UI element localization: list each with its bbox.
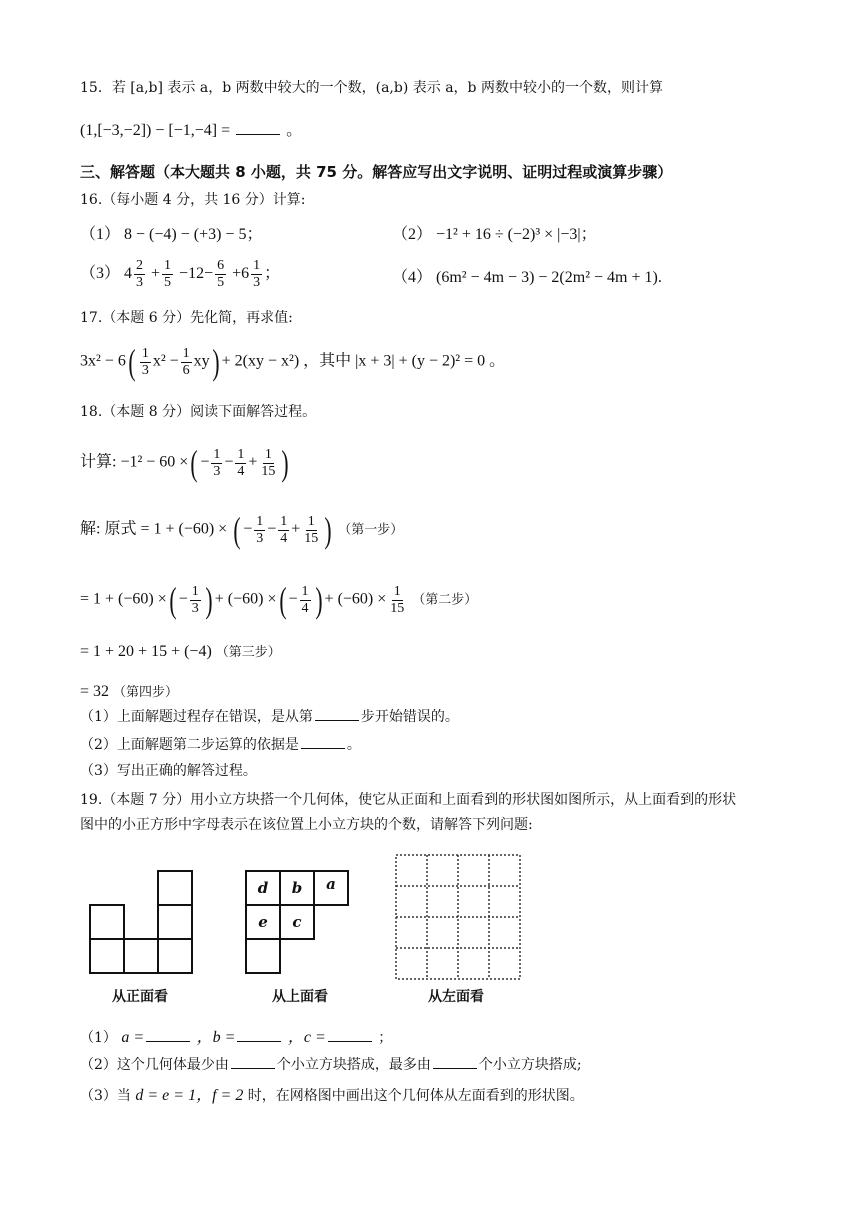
q16-p2-label: （2） xyxy=(392,226,433,243)
q18-step4: （第四步） xyxy=(113,684,179,699)
blank-b[interactable] xyxy=(237,1027,281,1042)
q18-sub1 xyxy=(80,706,459,727)
frac-6-5: $\frac{6}{5}$ xyxy=(217,258,225,290)
caption-front: 从正面看 xyxy=(112,989,168,1005)
q18-step3-expr: = 1 + 20 + 15 + (−4) xyxy=(80,643,212,660)
q19-a2-text-b: 个小立方块搭成，最多由 xyxy=(276,1057,431,1073)
q16-p2-expr: −1² + 16 ÷ (−2)³ × |−3|； xyxy=(436,226,597,243)
q18-solve: 解: 原式 = 1 + (−60) × ( − $\frac{1}{3}$ − $\frac{1}{4}$ + $\frac{1}{15}$ ) （第一步） xyxy=(80,510,404,550)
frac-1-3: $\frac{1}{3}$ xyxy=(253,258,261,290)
q19-a1-a: a = xyxy=(121,1029,145,1046)
blank-min[interactable] xyxy=(231,1054,275,1069)
q18-sub2-blank[interactable] xyxy=(301,734,345,749)
front-view xyxy=(90,871,192,973)
q15-line2 xyxy=(80,120,302,141)
q16-p4-label: （4） xyxy=(392,269,433,286)
q16-part2 xyxy=(392,225,597,245)
q15-end: 。 xyxy=(286,122,303,139)
q16-part4 xyxy=(392,268,662,288)
q18-sub1-text-b: 步开始错误的。 xyxy=(360,709,459,725)
q18-intro: 18.（本题 8 分）阅读下面解答过程。 xyxy=(80,404,317,420)
frac-1-5: $\frac{1}{5}$ xyxy=(164,258,172,290)
blank-max[interactable] xyxy=(433,1054,477,1069)
q15-answer-blank[interactable] xyxy=(236,120,280,135)
top-label-e: e xyxy=(258,913,268,931)
q19-line2: 图中的小正方形中字母表示在该位置上小立方块的个数，请解答下列问题: xyxy=(80,817,533,833)
frac-2-3: $\frac{2}{3}$ xyxy=(136,258,144,290)
q19-a3-text-a: （3）当 xyxy=(80,1088,131,1104)
q17-intro: 17.（本题 6 分）先化简，再求值: xyxy=(80,310,293,326)
q19-answer3 xyxy=(80,1086,584,1106)
q19-a3-text-b: 时，在网格图中画出这个几何体从左面看到的形状图。 xyxy=(247,1088,584,1104)
q16-part1 xyxy=(80,225,262,245)
q19-a3-expr: d = e = 1，f = 2 xyxy=(135,1087,244,1104)
q19-a1-label: （1） xyxy=(80,1030,117,1046)
q15-expression: (1,[−3,−2]) − [−1,−4] = xyxy=(80,122,231,139)
q16-p1-label: （1） xyxy=(80,226,121,243)
q16-p3-label: （3） xyxy=(80,265,121,283)
top-label-b: b xyxy=(291,879,303,897)
q19-a2-text-a: （2）这个几何体最少由 xyxy=(80,1057,229,1073)
q18-step3: （第三步） xyxy=(215,644,281,659)
caption-left: 从左面看 xyxy=(428,989,484,1005)
q16-p4-expr: (6m² − 4m − 3) − 2(2m² − 4m + 1). xyxy=(436,269,662,286)
q19-line1: 19.（本题 7 分）用小立方块搭一个几何体，使它从正面和上面看到的形状图如图所示，从上面看到的形状 xyxy=(80,792,737,808)
q19-answer2 xyxy=(80,1054,582,1075)
q18-step4-line xyxy=(80,682,178,702)
q19-a2-text-c: 个小立方块搭成; xyxy=(478,1057,582,1073)
q16-part3: （3） 4 $\frac{2}{3}$ + $\frac{1}{5}$ −12− $\frac{6}{5}$ +6 $\frac{1}{3}$ ； xyxy=(80,258,281,290)
top-label-d: d xyxy=(257,879,269,897)
q18-sub2 xyxy=(80,734,361,755)
q18-calc-label: 计算: xyxy=(80,453,117,471)
q15-line1: 15．若 [a,b] 表示 a，b 两数中较大的一个数，(a,b) 表示 a，b 两数中较小的一个数，则计算 xyxy=(80,80,663,96)
q19-a1-c: ，c = xyxy=(287,1029,326,1046)
q17-expression: 3x² − 6( $\frac{1}{3}$ x² − $\frac{1}{6}$ xy) + 2(xy − x²) ，其中 |x + 3| + (y − 2)² = 0 。 xyxy=(80,342,506,382)
q18-step1: （第一步） xyxy=(338,521,404,537)
caption-top: 从上面看 xyxy=(272,989,328,1005)
top-label-a: a xyxy=(326,875,336,893)
q19-answer1 xyxy=(80,1027,392,1048)
q18-step4-expr: = 32 xyxy=(80,683,110,700)
section3-title: 三、解答题（本大题共 8 小题，共 75 分。解答应写出文字说明、证明过程或演算步骤） xyxy=(80,163,673,181)
q18-step3-line xyxy=(80,642,281,662)
q18-sub2-text-a: （2）上面解题第二步运算的依据是 xyxy=(80,737,299,753)
q18-sub3: （3）写出正确的解答过程。 xyxy=(80,763,257,779)
left-view-grid xyxy=(396,855,520,979)
blank-a[interactable] xyxy=(146,1027,190,1042)
q18-step2: （第二步） xyxy=(412,591,478,607)
top-label-c: c xyxy=(292,913,302,931)
q17-condition: ，其中 |x + 3| + (y − 2)² = 0 。 xyxy=(303,352,506,370)
q18-step2-line: = 1 + (−60) ×( − $\frac{1}{3}$ ) + (−60) ×( − $\frac{1}{4}$ ) + (−60) × $\frac{1}{15}$ （第二步） xyxy=(80,580,478,620)
q18-sub1-blank[interactable] xyxy=(315,706,359,721)
blank-c[interactable] xyxy=(328,1027,372,1042)
q19-a1-b: ，b = xyxy=(196,1029,236,1046)
q18-sub1-text-a: （1）上面解题过程存在错误，是从第 xyxy=(80,709,313,725)
q18-calc: 计算: −1² − 60 ×( − $\frac{1}{3}$ − $\frac{1}{4}$ + $\frac{1}{15}$ ) xyxy=(80,443,290,483)
q16-intro: 16.（每小题 4 分，共 16 分）计算: xyxy=(80,192,306,208)
q18-solve-label: 解: 原式 = 1 + (−60) × xyxy=(80,520,228,538)
q16-p1-expr: 8 − (−4) − (+3) − 5； xyxy=(124,226,263,243)
q18-sub2-text-b: 。 xyxy=(346,737,361,753)
q19-a1-end: ； xyxy=(378,1030,393,1046)
